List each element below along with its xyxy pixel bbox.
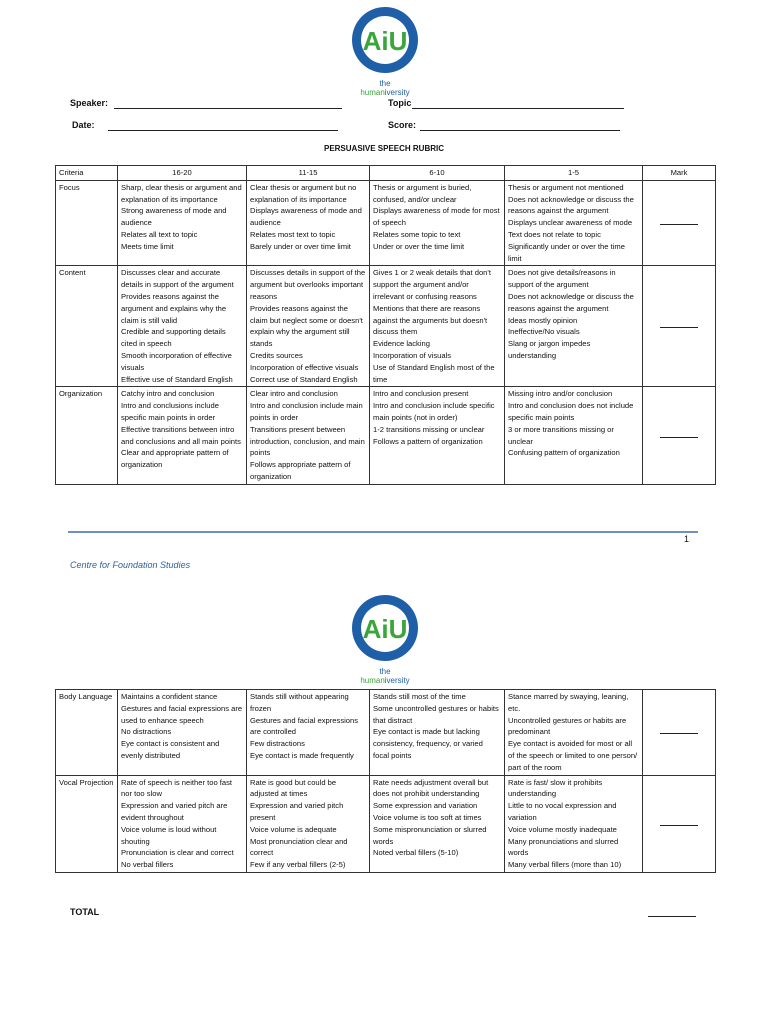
total-score-field[interactable]	[648, 916, 696, 917]
svg-text:humaniversity	[360, 88, 409, 97]
descriptor-line: Displays awareness of mode and audience	[250, 206, 362, 228]
descriptor-line: Thesis or argument is buried, confused, and/or unclear	[373, 182, 472, 204]
descriptor-line: Incorporation of visuals	[373, 350, 452, 360]
logo-tag-the: the	[379, 79, 391, 88]
descriptor-line: Discusses details in support of the argument but overlooks important reasons	[250, 268, 366, 301]
criteria-cell: Organization	[56, 387, 118, 484]
descriptor-line: Credible and supporting details cited in speech	[121, 327, 226, 349]
descriptor-line: Ideas mostly opinion	[508, 315, 578, 325]
criteria-cell: Focus	[56, 180, 118, 266]
topic-field[interactable]	[412, 108, 624, 109]
logo-letters: AiU	[362, 614, 408, 644]
descriptor-cell	[247, 180, 370, 266]
descriptor-line: Many verbal fillers (more than 10)	[508, 860, 622, 870]
descriptor-line: Evidence lacking	[373, 339, 430, 349]
descriptor-line: Meets time limit	[121, 241, 174, 251]
mark-cell[interactable]	[643, 690, 716, 776]
descriptor-line: Voice volume is adequate	[250, 824, 337, 834]
descriptor-line: Provides reasons against the argument and explains why the claim is still valid	[121, 291, 227, 325]
logo-tag-the: the	[379, 667, 391, 676]
descriptor-line: Noted verbal fillers (5-10)	[373, 848, 459, 858]
descriptor-line: Effective use of Standard English	[121, 374, 233, 384]
descriptor-line: Eye contact is made frequently	[250, 750, 354, 760]
logo-tag-iversity: iversity	[384, 676, 410, 685]
score-field[interactable]	[420, 130, 620, 131]
descriptor-line: Under or over the time limit	[373, 241, 465, 251]
university-logo	[340, 2, 430, 98]
descriptor-line: Rate needs adjustment overall but does not prohibit understanding	[373, 777, 489, 799]
descriptor-line: Does not acknowledge or discuss the reasons against the argument	[508, 291, 634, 313]
descriptor-line: Pronunciation is clear and correct	[121, 848, 234, 858]
descriptor-cell	[247, 690, 370, 776]
descriptor-line: Gives 1 or 2 weak details that don't support the argument and/or irrelevant or confusing reasons	[373, 268, 491, 301]
header-score-16-20: 16-20	[118, 166, 247, 181]
descriptor-cell	[370, 775, 505, 872]
descriptor-cell	[247, 775, 370, 872]
descriptor-line: Rate is fast/ slow it prohibits understanding	[508, 777, 603, 799]
descriptor-line: Slang or jargon impedes understanding	[508, 339, 591, 360]
descriptor-line: Voice volume is loud without shouting	[121, 824, 217, 846]
table-header-row	[56, 166, 716, 181]
descriptor-cell	[505, 690, 643, 776]
table-row	[56, 180, 716, 266]
mark-blank[interactable]	[660, 825, 698, 826]
descriptor-line: Many pronunciations and slurred words	[508, 836, 619, 858]
header-score-6-10: 6-10	[370, 166, 505, 181]
descriptor-line: Intro and conclusion include main points in order	[250, 401, 363, 422]
descriptor-line: Significantly under or over the time limit	[508, 241, 625, 263]
svg-text:humaniversity	[360, 676, 409, 685]
logo-tag-iversity: iversity	[384, 88, 410, 97]
descriptor-cell	[370, 266, 505, 387]
descriptor-line: Clear intro and conclusion	[250, 389, 338, 399]
descriptor-line: Some expression and variation	[373, 801, 478, 811]
descriptor-line: Expression and varied pitch present	[250, 801, 344, 822]
descriptor-line: Intro and conclusions include specific main points in order	[121, 401, 219, 422]
table-row	[56, 266, 716, 387]
descriptor-line: Rate is good but could be adjusted at times	[250, 777, 337, 799]
header-criteria: Criteria	[56, 166, 118, 181]
descriptor-line: Gestures and facial expressions are controlled	[250, 715, 359, 737]
criteria-cell: Body Language	[56, 690, 118, 776]
descriptor-cell	[370, 690, 505, 776]
descriptor-line: Voice volume mostly inadequate	[508, 824, 617, 834]
mark-cell[interactable]	[643, 180, 716, 266]
descriptor-line: Text does not relate to topic	[508, 229, 601, 239]
descriptor-line: Mentions that there are reasons against the arguments but doesn't discuss them	[373, 303, 488, 337]
descriptor-line: Effective transitions between intro and conclusions and all main points	[121, 424, 241, 446]
descriptor-cell	[505, 180, 643, 266]
descriptor-line: Confusing pattern of organization	[508, 448, 620, 458]
descriptor-line: Some mispronunciation or slurred words	[373, 824, 487, 846]
descriptor-line: Stance marred by swaying, leaning, etc.	[508, 692, 629, 713]
criteria-cell: Content	[56, 266, 118, 387]
descriptor-line: Intro and conclusion does not include specific main points	[508, 401, 634, 422]
descriptor-line: Clear thesis or argument but no explanation of its importance	[250, 182, 357, 204]
header-score-1-5: 1-5	[505, 166, 643, 181]
descriptor-cell	[247, 387, 370, 484]
descriptor-line: Does not acknowledge or discuss the reasons against the argument	[508, 194, 634, 216]
speaker-field[interactable]	[114, 108, 342, 109]
descriptor-line: Few if any verbal fillers (2-5)	[250, 860, 346, 870]
descriptor-line: Sharp, clear thesis or argument and explanation of its importance	[121, 182, 242, 204]
descriptor-line: Missing intro and/or conclusion	[508, 389, 613, 399]
descriptor-cell	[118, 690, 247, 776]
descriptor-line: Barely under or over time limit	[250, 241, 351, 251]
descriptor-line: Thesis or argument not mentioned	[508, 182, 624, 192]
descriptor-line: Follows a pattern of organization	[373, 436, 483, 446]
descriptor-line: Voice volume is too soft at times	[373, 812, 482, 822]
descriptor-cell	[370, 387, 505, 484]
descriptor-line: Stands still most of the time	[373, 692, 466, 701]
mark-cell[interactable]	[643, 387, 716, 484]
descriptor-line: Transitions present between introduction, conclusion, and main points	[250, 424, 365, 458]
descriptor-line: Provides reasons against the claim but neglect some or doesn't explain why the argument still stands	[250, 303, 363, 349]
descriptor-line: Intro and conclusion include specific main points (not in order)	[373, 401, 495, 422]
descriptor-cell	[118, 775, 247, 872]
table-row	[56, 775, 716, 872]
descriptor-line: No distractions	[121, 727, 172, 737]
topic-label: Topic	[388, 98, 412, 108]
descriptor-line: Little to no vocal expression and variation	[508, 801, 617, 822]
descriptor-cell	[505, 387, 643, 484]
descriptor-cell	[118, 180, 247, 266]
logo-tag-human: human	[360, 676, 385, 685]
score-label: Score:	[388, 120, 417, 130]
descriptor-line: Uncontrolled gestures or habits are predominant	[508, 715, 627, 737]
page-divider-line	[68, 531, 698, 533]
descriptor-line: Eye contact is made but lacking consistency, frequency, or varied focal points	[373, 727, 483, 760]
descriptor-line: Expression and varied pitch are evident throughout	[121, 801, 228, 822]
descriptor-cell	[370, 180, 505, 266]
descriptor-line: Displays awareness of mode for most of speech	[373, 206, 500, 228]
descriptor-line: Clear and appropriate pattern of organization	[121, 448, 229, 470]
descriptor-line: Eye contact is consistent and evenly distributed	[121, 739, 220, 760]
table-row	[56, 690, 716, 776]
descriptor-cell	[505, 266, 643, 387]
descriptor-line: Follows appropriate pattern of organization	[250, 460, 351, 481]
descriptor-line: No verbal fillers	[121, 860, 174, 870]
logo-tag-human: human	[360, 88, 385, 97]
descriptor-line: Relates all text to topic	[121, 229, 198, 239]
mark-blank[interactable]	[660, 224, 698, 225]
descriptor-line: 1-2 transitions missing or unclear	[373, 424, 485, 434]
mark-cell[interactable]	[643, 775, 716, 872]
descriptor-line: Most pronunciation clear and correct	[250, 836, 348, 858]
date-field[interactable]	[108, 130, 338, 131]
logo-letters: AiU	[362, 26, 408, 56]
descriptor-line: Maintains a confident stance	[121, 692, 218, 701]
descriptor-line: Incorporation of effective visuals	[250, 362, 359, 372]
table-row	[56, 387, 716, 484]
rubric-table-page-1	[55, 165, 716, 485]
descriptor-cell	[118, 266, 247, 387]
descriptor-line: Discusses clear and accurate details in support of the argument	[121, 268, 234, 290]
descriptor-line: Rate of speech is neither too fast nor too slow	[121, 777, 233, 799]
descriptor-cell	[247, 266, 370, 387]
mark-cell[interactable]	[643, 266, 716, 387]
mark-blank[interactable]	[660, 733, 698, 734]
descriptor-line: Ineffective/No visuals	[508, 327, 580, 337]
descriptor-line: Use of Standard English most of the time	[373, 362, 495, 384]
descriptor-line: 3 or more transitions missing or unclear	[508, 424, 614, 446]
speaker-label: Speaker:	[70, 98, 109, 108]
mark-blank[interactable]	[660, 327, 698, 328]
descriptor-line: Relates some topic to text	[373, 229, 461, 239]
descriptor-line: Some uncontrolled gestures or habits that distract	[373, 703, 499, 725]
rubric-title: PERSUASIVE SPEECH RUBRIC	[323, 144, 445, 153]
descriptor-line: Correct use of Standard English	[250, 374, 358, 384]
descriptor-line: Relates most text to topic	[250, 229, 336, 239]
page-number: 1	[684, 534, 690, 544]
descriptor-line: Stands still without appearing frozen	[250, 692, 349, 713]
descriptor-line: Intro and conclusion present	[373, 389, 469, 399]
descriptor-line: Gestures and facial expressions are used to enhance speech	[121, 703, 243, 725]
descriptor-line: Credits sources	[250, 350, 303, 360]
header-mark: Mark	[643, 166, 716, 181]
descriptor-cell	[505, 775, 643, 872]
descriptor-line: Smooth incorporation of effective visuals	[121, 350, 232, 372]
descriptor-line: Displays unclear awareness of mode	[508, 218, 633, 228]
descriptor-line: Catchy intro and conclusion	[121, 389, 215, 399]
mark-blank[interactable]	[660, 437, 698, 438]
header-score-11-15: 11-15	[247, 166, 370, 181]
descriptor-line: Eye contact is avoided for most or all of the speech or limited to one person/ part of the room	[508, 739, 638, 772]
date-label: Date:	[72, 120, 95, 130]
descriptor-line: Strong awareness of mode and audience	[121, 206, 227, 228]
total-label: TOTAL	[70, 907, 100, 917]
footer-text: Centre for Foundation Studies	[70, 560, 191, 570]
university-logo-page-2	[340, 590, 430, 686]
descriptor-line: Does not give details/reasons in support of the argument	[508, 268, 616, 290]
rubric-table-page-2	[55, 689, 716, 873]
descriptor-line: Few distractions	[250, 739, 305, 749]
descriptor-cell	[118, 387, 247, 484]
criteria-cell: Vocal Projection	[56, 775, 118, 872]
